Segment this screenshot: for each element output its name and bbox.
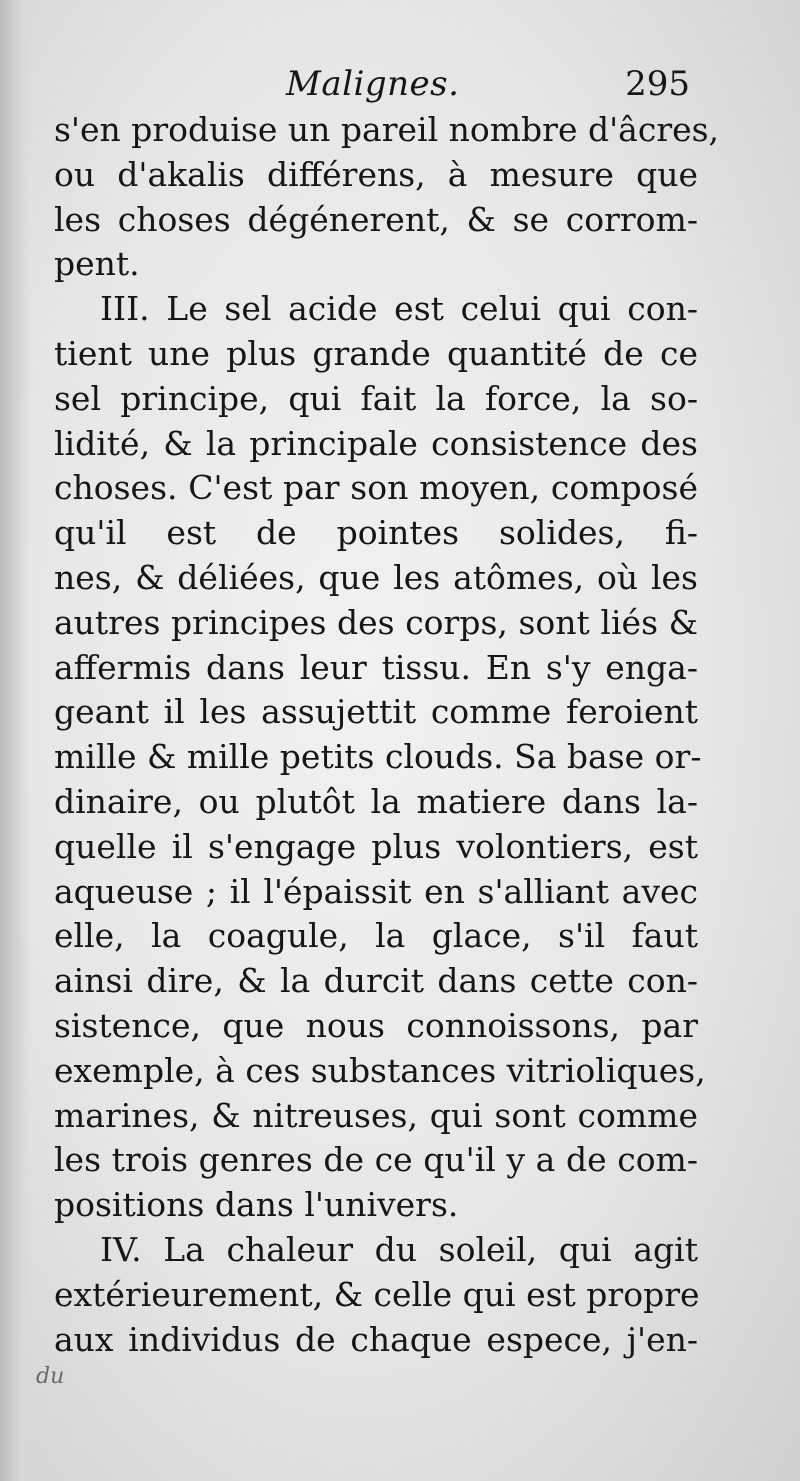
text-line: elle, la coagule, la glace, s'il faut (54, 916, 698, 956)
text-line: les choses dégénerent, & se corrom- (54, 199, 698, 239)
text-line: tient une plus grande quantité de ce (54, 333, 698, 373)
text-line: aqueuse ; il l'épaissit en s'alliant avec (54, 871, 698, 911)
running-title: Malignes. (286, 64, 460, 104)
text-line: choses. C'est par son moyen, composé (54, 468, 698, 508)
text-line: quelle il s'engage plus volontiers, est (54, 826, 698, 866)
text-line: positions dans l'univers. (54, 1185, 459, 1225)
text-line: autres principes des corps, sont liés & (54, 602, 698, 642)
catchword-footer: du (36, 1364, 65, 1389)
paragraph-start-iii: III. Le sel acide est celui qui con- (100, 289, 698, 329)
text-line: extérieurement, & celle qui est propre (54, 1274, 700, 1314)
paragraph-start-iv: IV. La chaleur du soleil, qui agit (100, 1229, 698, 1269)
text-line: qu'il est de pointes solides, fi- (54, 513, 698, 553)
page-header (54, 64, 698, 108)
text-line: s'en produise un pareil nombre d'âcres, (54, 110, 720, 149)
text-line: geant il les assujettit comme feroient (54, 692, 698, 732)
text-line: dinaire, ou plutôt la matiere dans la- (54, 781, 698, 821)
text-line: nes, & déliées, que les atômes, où les (54, 557, 698, 597)
page-number: 295 (625, 64, 690, 104)
text-line: sel principe, qui fait la force, la so- (54, 378, 698, 418)
text-line: mille & mille petits clouds. Sa base or- (54, 737, 702, 777)
text-line: lidité, & la principale consistence des (54, 423, 698, 463)
text-line: sistence, que nous connoissons, par (54, 1005, 698, 1045)
text-line: pent. (54, 244, 140, 284)
text-line: ainsi dire, & la durcit dans cette con- (54, 961, 698, 1001)
text-line: aux individus de chaque espece, j'en- (54, 1319, 698, 1359)
page-gutter-shadow (0, 0, 30, 1481)
text-line: affermis dans leur tissu. En s'y enga- (54, 647, 698, 687)
text-line: exemple, à ces substances vitrioliques, (54, 1050, 706, 1090)
text-line: ou d'akalis différens, à mesure que (54, 154, 698, 194)
text-line: les trois genres de ce qu'il y a de com- (54, 1140, 698, 1180)
body-text (54, 108, 720, 1362)
text-line: marines, & nitreuses, qui sont comme (54, 1095, 698, 1135)
